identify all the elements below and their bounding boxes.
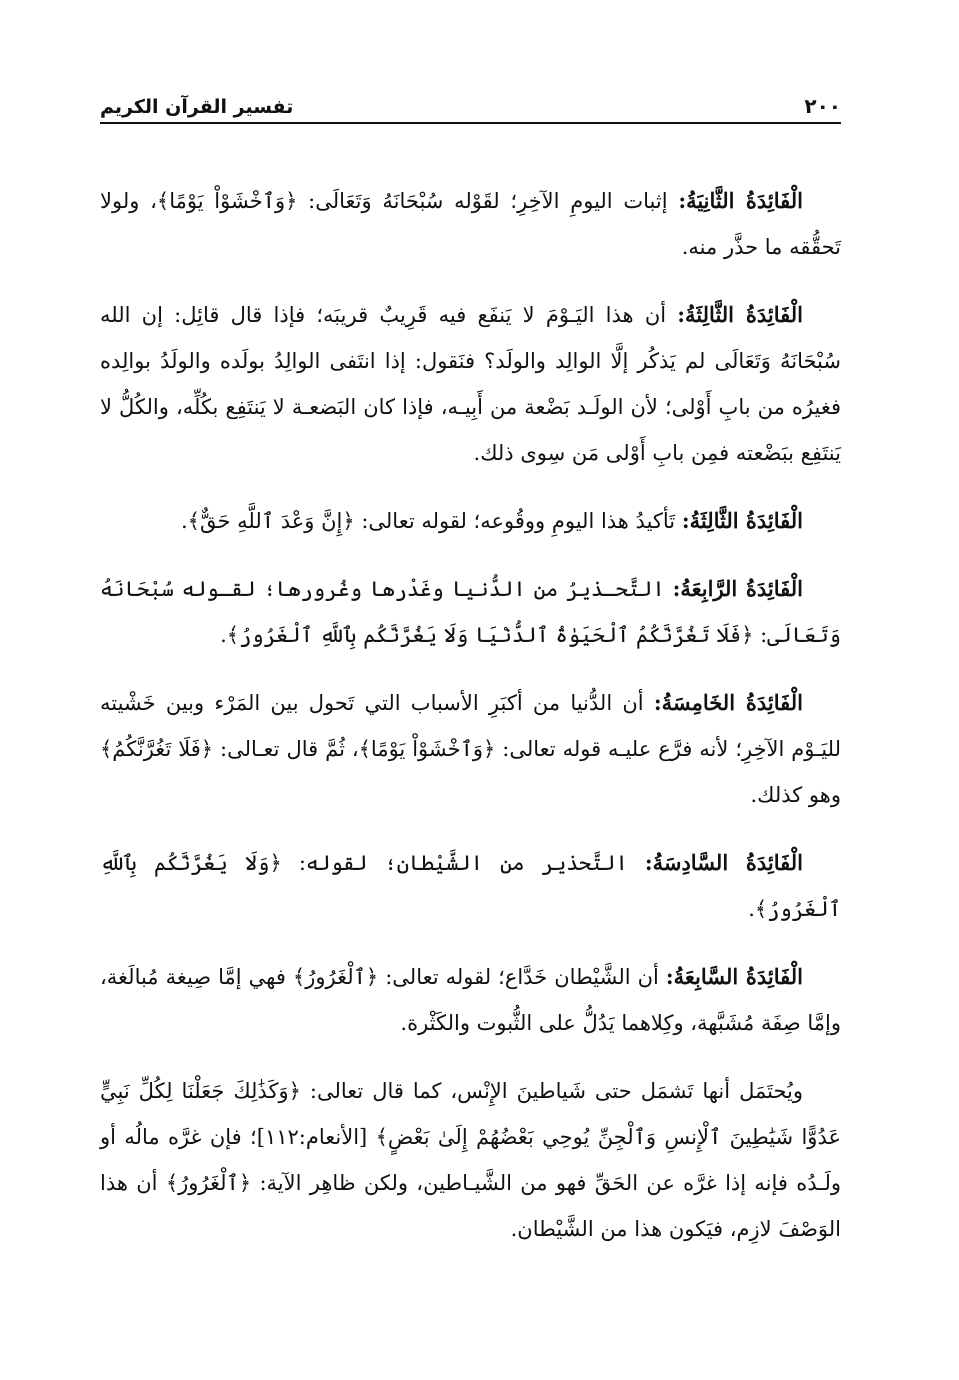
page-body	[100, 178, 841, 1274]
benefit-label: الْفَائِدَةُ السَّادِسَةُ:	[644, 850, 803, 875]
paragraph-text: التَّحذير من الشَّيْطان؛ لقوله: ﴿وَلَا يَغُرَّنَّكُم بِٱللَّهِ ٱلْغَرُورُ﴾.	[100, 851, 841, 921]
benefit-label: الْفَائِدَةُ الثَّالِثَةُ:	[681, 508, 803, 533]
paragraph-benefit-7	[100, 954, 841, 1046]
paragraph-benefit-4	[100, 566, 841, 658]
benefit-label: الْفَائِدَةُ الخَامِسَةُ:	[653, 690, 803, 715]
page-number: ٢٠٠	[804, 94, 841, 118]
paragraph-text: تَأكيدُ هذا اليومِ ووقُوعه؛ لقوله تعالى: ﴿إِنَّ وَعْدَ ٱللَّهِ حَقٌّ﴾.	[180, 509, 682, 533]
paragraph-continuation	[100, 1068, 841, 1252]
paragraph-benefit-6	[100, 840, 841, 932]
paragraph-text: إثبات اليومِ الآخِرِ؛ لقَوْله سُبْحَانَهُ وَتَعَالَى: ﴿وَٱخْشَوْاْ يَوْمًا﴾، ولولا تَحقُّقه ما حذَّر منه.	[100, 189, 841, 259]
benefit-label: الْفَائِدَةُ الثَّانِيَةُ:	[678, 188, 803, 213]
paragraph-text: أن الدُّنيا من أكبَرِ الأسباب التي تَحول بين المَرْء وبين خَشْيته لليَـوْم الآخِرِ؛ لأنه فرَّع عليـه قوله تعالى: ﴿وَٱخْشَوْاْ يَوْمًا﴾، ثُمَّ قال تعـالى: ﴿فَلَا تَغُرَّنَّكُمُ﴾ وهو كذلك.	[100, 691, 841, 807]
benefit-label: الْفَائِدَةُ الرَّابِعَةُ:	[672, 576, 803, 601]
paragraph-text: التَّحـذيرُ من الدُّنيا وغَدْرها وغُرورها؛ لقـوله سُبْحَانَهُ وَتَعَالَى: ﴿فَلَا تَغُرَّنَّكُمُ ٱلْحَيَوٰةُ ٱلدُّنْيَا وَلَا يَغُرَّنَّكُم بِٱللَّهِ ٱلْغَرُورُ﴾.	[100, 577, 841, 647]
paragraph-benefit-3	[100, 292, 841, 476]
paragraph-benefit-3b	[100, 498, 841, 544]
page-header	[100, 86, 841, 124]
paragraph-text: أن الشَّيْطان خَدَّاع؛ لقوله تعالى: ﴿ٱلْغَرُورُ﴾ فهي إمَّا صِيغة مُبالَغة، وإمَّا صِفَة مُشَبَّهة، وكِلاهما يَدُلُّ على الثُّبوت والكَثْرة.	[100, 965, 841, 1035]
book-title: تفسير القرآن الكريم	[100, 96, 294, 118]
paragraph-benefit-2	[100, 178, 841, 270]
benefit-label: الْفَائِدَةُ الثَّالِثَةُ:	[677, 302, 803, 327]
paragraph-benefit-5	[100, 680, 841, 818]
benefit-label: الْفَائِدَةُ السَّابِعَةُ:	[665, 964, 803, 989]
paragraph-text: أن هذا اليَـوْمَ لا يَنفَع فيه قَرِيبٌ قريبَه؛ فإذا قال قائِل: إن الله سُبْحَانَهُ وَتَعَالَى لم يَذكُر إلَّا الوالِد والولَد؟ فنَقول: إذا انتَفى الوالِدُ بولَده والولَدُ بوالِده فغيرُه من بابِ أَوْلى؛ لأن الولَـد بَضْعة من أَبِيـه، فإذا كان البَضعـة لا يَنتَفِع بكُلِّه، والكُلُّ لا يَنتَفِع ببَضْعته فمِن بابِ أَوْلى مَن سِوى ذلك.	[100, 303, 841, 465]
paragraph-text: ويُحتَمَل أنها تَشمَل حتى شَياطينَ الإِنْس، كما قال تعالى: ﴿وَكَذَٰلِكَ جَعَلْنَا لِكُلِّ نَبِيٍّ عَدُوًّا شَيَٰطِينَ ٱلْإِنسِ وَٱلْجِنِّ يُوحِي بَعْضُهُمْ إِلَىٰ بَعْضٍ﴾ [الأنعام:١١٢]؛ فإن غرَّه مالُه أو ولَـدُه فإنه إذا غرَّه عن الحَقِّ فهو من الشَّيـاطين، ولكن ظاهِر الآية: ﴿ٱلْغَرُورُ﴾ أن هذا الوَصْفَ لازِم، فيَكون هذا من الشَّيْطان.	[100, 1079, 842, 1241]
